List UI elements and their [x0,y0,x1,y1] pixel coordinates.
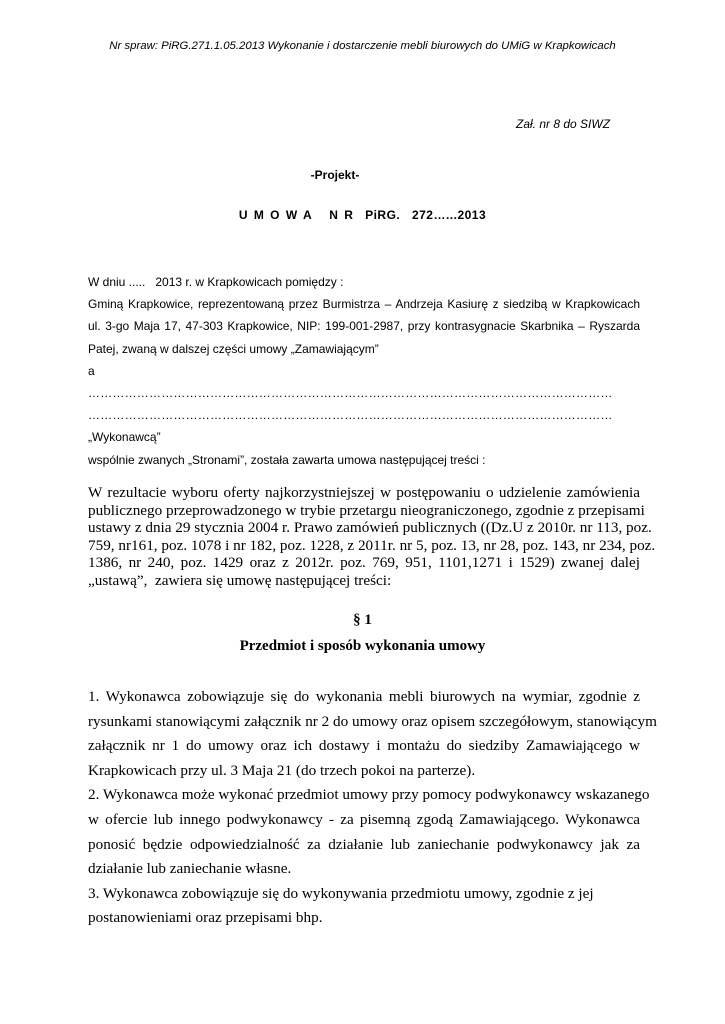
body-line: 1. Wykonawca zobowiązuje się do wykonania mebli biurowych na wymiar, zgodnie z [88,688,640,705]
paragraph-line: W rezultacie wyboru oferty najkorzystniejszej w postępowaniu o udzielenie zamówienia [88,484,640,501]
paragraph-line: „ustawą”, zawiera się umowę następującej treści: [88,571,392,589]
body-line: 3. Wykonawca zobowiązuje się do wykonywania przedmiotu umowy, zgodnie z jej [88,884,594,902]
body-line: w ofercie lub innego podwykonawcy - za pisemną zgodą Zamawiającego. Wykonawca [88,810,640,828]
parties-summary-line: wspólnie zwanych „Stronami”, została zawarta umowa następującej treści : [88,452,486,467]
attachment-label: Zał. nr 8 do SIWZ [516,117,611,131]
body-line: załącznik nr 1 do umowy oraz ich dostawy i montażu do siedziby Zamawiającego w [88,737,640,755]
contract-title: U M O W A N R PiRG. 272…...2013 [238,208,487,222]
party-line: Patej, zwaną w dalszej części umowy „Zamawiającym” [88,341,379,356]
party-line: Gminą Krapkowice, reprezentowaną przez Burmistrza – Andrzeja Kasiurę z siedzibą w Krapkowicach [88,297,640,312]
body-line: rysunkami stanowiącymi załącznik nr 2 do umowy oraz opisem szczegółowym, stanowiącym [88,712,657,730]
paragraph-line: ustawy z dnia 29 stycznia 2004 r. Prawo zamówień publicznych ((Dz.U z 2010r. nr 113, poz. [88,519,652,537]
section-title: Przedmiot i sposób wykonania umowy [239,638,486,654]
case-number-header: Nr spraw: PiRG.271.1.05.2013 Wykonanie i dostarczenie mebli biurowych do UMiG w Krapkowicach [109,40,616,52]
conjunction: a [88,363,95,378]
section-number: § 1 [353,612,372,628]
paragraph-line: 759, nr161, poz. 1078 i nr 182, poz. 1228, z 2011r. nr 5, poz. 13, nr 28, poz. 143, nr 234, poz. [88,536,656,554]
paragraph-line: publicznego przeprowadzonego w trybie przetargu nieograniczonego, zgodnie z przepisami [88,501,645,519]
body-line: działanie lub zaniechanie własne. [88,860,292,878]
body-line: ponosić będzie odpowiedzialność za działanie lub zaniechanie podwykonawcy jak za [88,835,640,853]
contract-date-line: W dniu ..... 2013 r. w Krapkowicach pomiędzy : [88,275,344,289]
procurement-paragraph [88,484,656,590]
blank-fill-line: ………………………………………………………………………………………………………………… [88,386,613,401]
body-line: Krapkowicach przy ul. 3 Maja 21 (do trzech pokoi na parterze). [88,761,476,779]
contract-parties-block [88,271,640,471]
body-line: postanowieniami oraz przepisami bhp. [88,909,323,927]
section-body [88,685,657,931]
blank-fill-line: ………………………………………………………………………………………………………………… [88,408,613,423]
paragraph-line: 1386, nr 240, poz. 1429 oraz z 2012r. poz. 769, 951, 1101,1271 i 1529) zwanej dalej [88,554,640,572]
body-line: 2. Wykonawca może wykonać przedmiot umowy przy pomocy podwykonawcy wskazanego [88,786,650,804]
contractor-label: „Wykonawcą” [88,430,161,445]
party-line: ul. 3-go Maja 17, 47-303 Krapkowice, NIP: 199-001-2987, przy kontrasygnacie Skarbnika – Ryszarda [88,319,640,334]
draft-label: -Projekt- [310,168,360,182]
